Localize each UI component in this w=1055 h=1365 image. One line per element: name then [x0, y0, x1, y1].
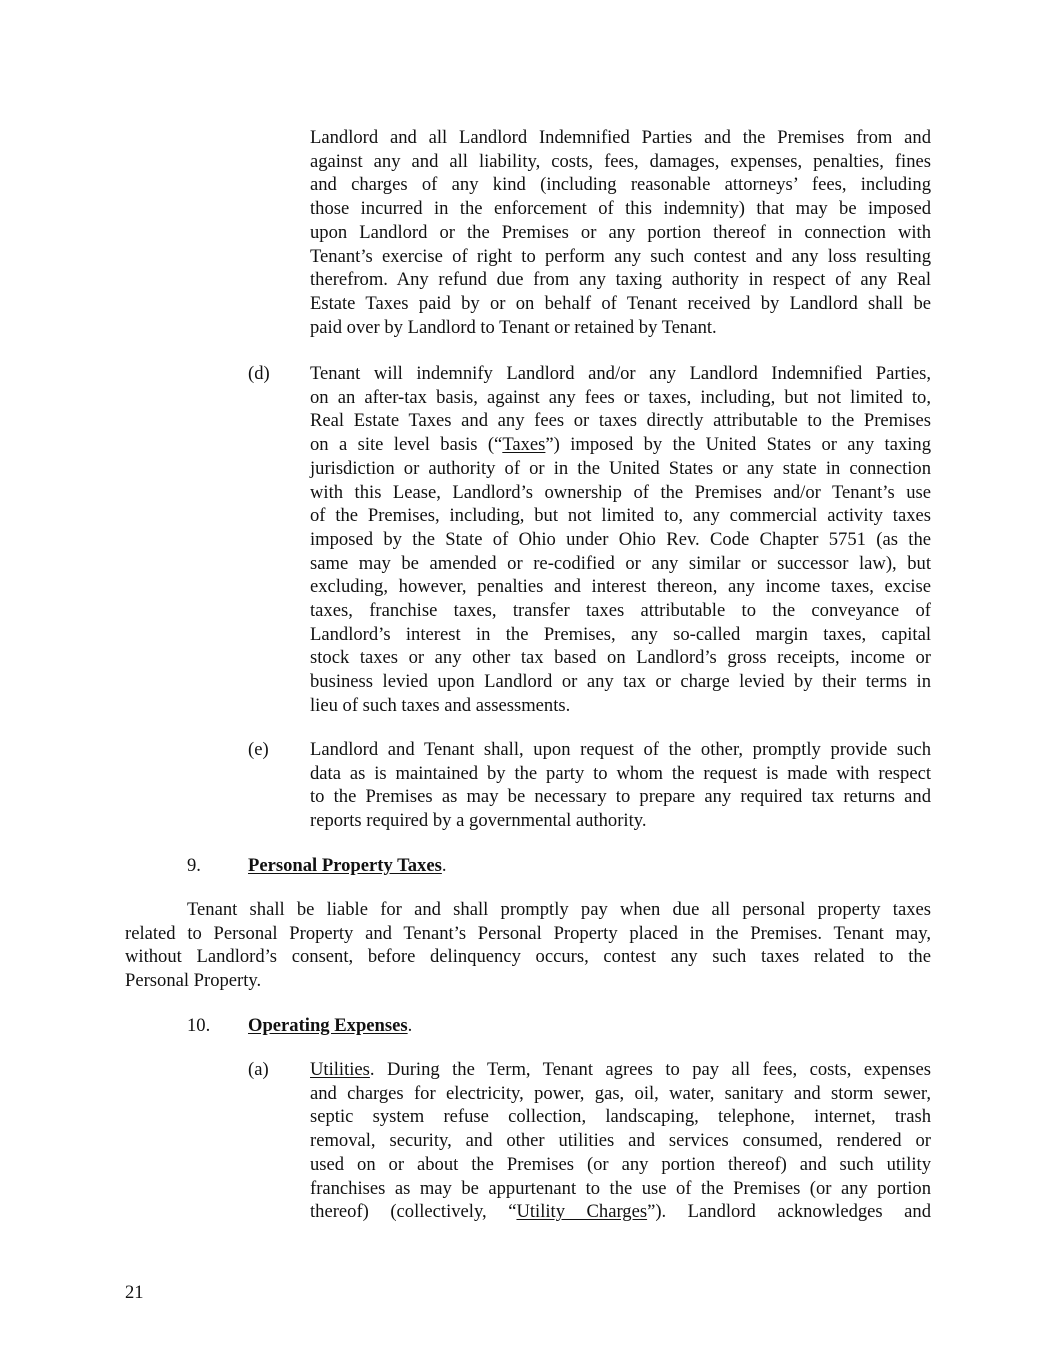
section-title-text: Operating Expenses [248, 1015, 408, 1036]
defined-term-taxes: Taxes [502, 434, 546, 456]
text-line: data as is maintained by the party to whom the request is made with respect [310, 762, 931, 784]
section-10-heading [187, 1014, 887, 1038]
text-line: and charges for electricity, power, gas, oil, water, sanitary and storm sewer, [310, 1082, 931, 1104]
text-fragment: thereof) (collectively, “ [310, 1201, 517, 1223]
text-line: Real Estate Taxes and any fees or taxes directly attributable to the Premises [310, 410, 931, 432]
section-title-text: Personal Property Taxes [248, 855, 442, 876]
page-number: 21 [125, 1282, 144, 1303]
text-line: septic system refuse collection, landscaping, telephone, internet, trash [310, 1106, 931, 1128]
text-line: Landlord’s interest in the Premises, any so-called margin taxes, capital [310, 623, 931, 645]
text-line [310, 433, 931, 457]
text-line: therefrom. Any refund due from any taxing authority in respect of any Real [310, 269, 931, 291]
text-line: used on or about the Premises (or any portion thereof) and such utility [310, 1153, 931, 1175]
section-title-punct: . [441, 855, 447, 876]
text-line: Personal Property. [125, 970, 262, 992]
text-line: Landlord and Tenant shall, upon request of the other, promptly provide such [310, 739, 931, 760]
text-line: same may be amended or re-codified or any similar or successor law), but [310, 552, 931, 574]
clause-e-marker: (e) [248, 739, 269, 760]
text-line: Tenant’s exercise of right to perform any such contest and any loss resulting [310, 245, 931, 267]
clause-e-text [310, 738, 931, 833]
section-title-punct: . [407, 1015, 413, 1036]
text-fragment: . During the Term, Tenant agrees to pay all fees, costs, expenses [369, 1059, 931, 1080]
text-line: Tenant shall be liable for and shall promptly pay when due all personal property taxes [187, 899, 931, 920]
text-line: taxes, franchise taxes, transfer taxes attributable to the conveyance of [310, 600, 931, 622]
section-9-heading [187, 854, 887, 878]
text-fragment: ”). Landlord acknowledges and [647, 1201, 931, 1223]
text-line [310, 1200, 931, 1224]
text-line: of the Premises, including, but not limited to, any commercial activity taxes [310, 505, 931, 527]
text-line: franchises as may be appurtenant to the use of the Premises (or any portion [310, 1177, 931, 1199]
defined-term-utilities: Utilities [310, 1059, 370, 1080]
text-line: jurisdiction or authority of or in the United States or any state in connection [310, 457, 931, 479]
clause-10a-text [310, 1058, 931, 1224]
section-9-body [125, 898, 931, 993]
text-line: on an after-tax basis, against any fees or taxes, including, but not limited to, [310, 386, 931, 408]
text-line: and charges of any kind (including reasonable attorneys’ fees, including [310, 174, 931, 196]
section-title [248, 854, 447, 878]
text-line: those incurred in the enforcement of this indemnity) that may be imposed [310, 198, 931, 220]
text-line: against any and all liability, costs, fees, damages, expenses, penalties, fines [310, 150, 931, 172]
text-fragment: ”) imposed by the United States or any taxing [545, 434, 932, 456]
text-line: paid over by Landlord to Tenant or retained by Tenant. [310, 316, 717, 338]
text-line: Landlord and all Landlord Indemnified Parties and the Premises from and [310, 127, 931, 148]
text-line: Tenant will indemnify Landlord and/or any Landlord Indemnified Parties, [310, 363, 931, 384]
text-line: stock taxes or any other tax based on Landlord’s gross receipts, income or [310, 647, 931, 669]
text-line: upon Landlord or the Premises or any portion thereof in connection with [310, 221, 931, 243]
clause-d-marker: (d) [248, 363, 270, 384]
text-line [310, 1058, 931, 1082]
text-line: lieu of such taxes and assessments. [310, 694, 571, 716]
clause-a-marker: (a) [248, 1059, 269, 1080]
text-line: to the Premises as may be necessary to prepare any required tax returns and [310, 786, 931, 808]
section-number: 9. [187, 855, 201, 876]
text-line: without Landlord’s consent, before delinquency occurs, contest any such taxes related to the [125, 946, 931, 968]
text-line: related to Personal Property and Tenant’s Personal Property placed in the Premises. Tenant may, [125, 922, 931, 944]
continuation-paragraph [310, 126, 931, 339]
text-line: removal, security, and other utilities and services consumed, rendered or [310, 1130, 931, 1152]
text-line: business levied upon Landlord or any tax or charge levied by their terms in [310, 671, 931, 693]
text-line: imposed by the State of Ohio under Ohio Rev. Code Chapter 5751 (as the [310, 528, 931, 550]
section-title [248, 1014, 412, 1038]
clause-d-text [310, 362, 931, 718]
section-number: 10. [187, 1015, 211, 1036]
text-line: with this Lease, Landlord’s ownership of the Premises and/or Tenant’s use [310, 481, 931, 503]
defined-term-utility-charges: Utility Charges [516, 1201, 648, 1223]
text-fragment: on a site level basis (“ [310, 434, 503, 456]
text-line: Estate Taxes paid by or on behalf of Tenant received by Landlord shall be [310, 292, 931, 314]
text-line: reports required by a governmental authority. [310, 810, 647, 832]
text-line: excluding, however, penalties and interest thereon, any income taxes, excise [310, 576, 931, 598]
